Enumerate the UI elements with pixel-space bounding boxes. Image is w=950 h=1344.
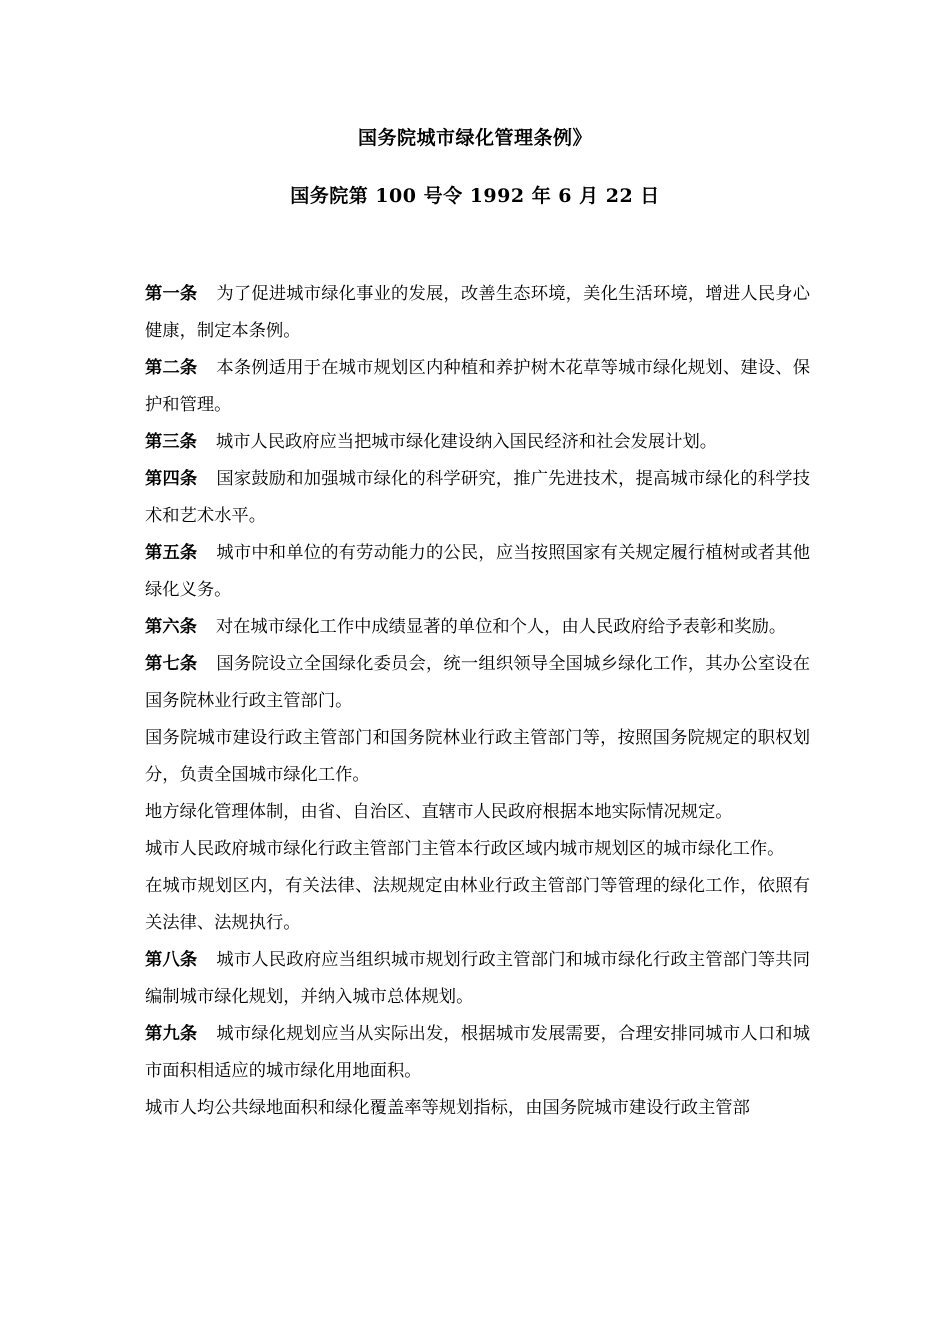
paragraph-text: 城市人民政府应当组织城市规划行政主管部门和城市绿化行政主管部门等共同编制城市绿化规划，并纳入城市总体规划。 [145, 950, 810, 1007]
paragraph-article-7-clause-5 [145, 868, 810, 942]
article-number: 第三条 [145, 432, 197, 452]
paragraph-article-8 [145, 942, 810, 1016]
article-number: 第八条 [145, 950, 198, 970]
article-number: 第九条 [145, 1024, 198, 1044]
article-number: 第六条 [145, 617, 197, 637]
article-number: 第五条 [145, 543, 198, 563]
paragraph-article-7-clause-2 [145, 720, 810, 794]
paragraph-article-5 [145, 535, 810, 609]
article-number: 第一条 [145, 284, 198, 304]
paragraph-text: 对在城市绿化工作中成绩显著的单位和个人，由人民政府给予表彰和奖励。 [215, 617, 787, 637]
document-title: 国务院城市绿化管理条例》 [357, 127, 592, 149]
paragraph-article-7 [145, 646, 810, 720]
paragraph-text: 在城市规划区内，有关法律、法规规定由林业行政主管部门等管理的绿化工作，依照有关法律、法规执行。 [145, 876, 810, 933]
paragraph-text: 城市人民政府应当把城市绿化建设纳入国民经济和社会发展计划。 [215, 432, 718, 452]
paragraph-text: 地方绿化管理体制，由省、自治区、直辖市人民政府根据本地实际情况规定。 [145, 802, 733, 822]
paragraph-text: 城市中和单位的有劳动能力的公民，应当按照国家有关规定履行植树或者其他绿化义务。 [145, 543, 810, 600]
paragraph-text: 为了促进城市绿化事业的发展，改善生态环境，美化生活环境，增进人民身心健康，制定本条例。 [145, 284, 810, 341]
paragraph-text: 国务院设立全国绿化委员会，统一组织领导全国城乡绿化工作，其办公室设在国务院林业行政主管部门。 [145, 654, 810, 711]
paragraph-article-9 [145, 1016, 810, 1090]
paragraph-text: 城市人均公共绿地面积和绿化覆盖率等规划指标，由国务院城市建设行政主管部 [145, 1098, 750, 1118]
paragraph-text: 城市人民政府城市绿化行政主管部门主管本行政区域内城市规划区的城市绿化工作。 [145, 839, 785, 859]
paragraph-article-9-clause-2 [145, 1090, 810, 1127]
paragraph-article-7-clause-4 [145, 831, 810, 868]
paragraph-text: 国务院城市建设行政主管部门和国务院林业行政主管部门等，按照国务院规定的职权划分，负责全国城市绿化工作。 [145, 728, 810, 785]
paragraph-article-6 [145, 609, 810, 646]
article-number: 第七条 [145, 654, 198, 674]
paragraph-text: 国家鼓励和加强城市绿化的科学研究，推广先进技术，提高城市绿化的科学技术和艺术水平。 [145, 469, 810, 526]
paragraph-article-2 [145, 350, 810, 424]
document-body [145, 276, 810, 1127]
paragraph-text: 本条例适用于在城市规划区内种植和养护树木花草等城市绿化规划、建设、保护和管理。 [145, 358, 810, 415]
article-number: 第四条 [145, 469, 198, 489]
paragraph-article-3 [145, 424, 810, 461]
paragraph-article-1 [145, 276, 810, 350]
document-subtitle: 国务院第 100 号令 1992 年 6 月 22 日 [290, 185, 660, 207]
article-number: 第二条 [145, 358, 198, 378]
paragraph-article-7-clause-3 [145, 794, 810, 831]
paragraph-text: 城市绿化规划应当从实际出发，根据城市发展需要，合理安排同城市人口和城市面积相适应的城市绿化用地面积。 [145, 1024, 810, 1081]
paragraph-article-4 [145, 461, 810, 535]
